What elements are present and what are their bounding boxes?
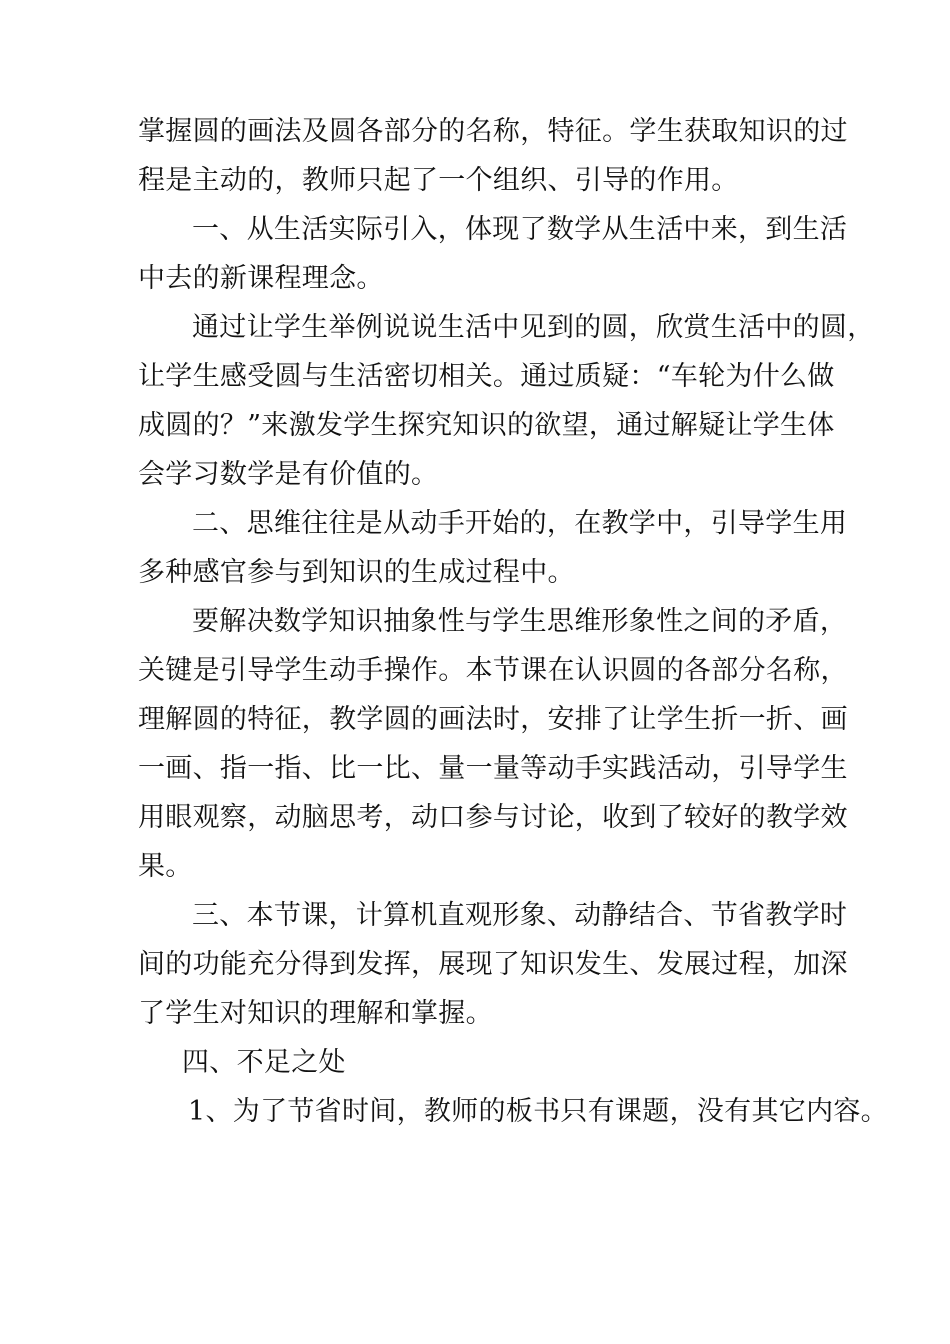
text-line: 成圆的？”来激发学生探究知识的欲望，通过解疑让学生体 (138, 410, 835, 441)
text-line: 中去的新课程理念。 (138, 263, 384, 294)
paragraph-shortcoming-one (138, 1087, 888, 1136)
text-line: 理解圆的特征，教学圆的画法时，安排了让学生折一折、画 (138, 704, 848, 735)
paragraph-point-one-heading (138, 205, 848, 303)
text-line: 用眼观察，动脑思考，动口参与讨论，收到了较好的教学效 (138, 802, 848, 833)
text-line: 1、为了节省时间，教师的板书只有课题，没有其它内容。 (188, 1096, 888, 1127)
text-line: 让学生感受圆与生活密切相关。通过质疑：“车轮为什么做 (138, 361, 835, 392)
text-line: 二、思维往往是从动手开始的，在教学中，引导学生用 (192, 508, 848, 539)
text-line: 多种感官参与到知识的生成过程中。 (138, 557, 575, 588)
text-line: 掌握圆的画法及圆各部分的名称，特征。学生获取知识的过 (138, 116, 848, 147)
paragraph-point-three (138, 891, 848, 1038)
text-line: 要解决数学知识抽象性与学生思维形象性之间的矛盾， (192, 606, 848, 637)
text-line: 三、本节课，计算机直观形象、动静结合、节省教学时 (192, 900, 848, 931)
text-line: 关键是引导学生动手操作。本节课在认识圆的各部分名称， (138, 655, 848, 686)
text-line: 一、从生活实际引入，体现了数学从生活中来，到生活 (192, 214, 848, 245)
text-line: 了学生对知识的理解和掌握。 (138, 998, 493, 1029)
text-line: 通过让学生举例说说生活中见到的圆，欣赏生活中的圆， (192, 312, 875, 343)
paragraph-point-four-heading (138, 1038, 838, 1087)
paragraph-intro-continuation (138, 107, 848, 205)
text-line: 间的功能充分得到发挥，展现了知识发生、发展过程，加深 (138, 949, 848, 980)
paragraph-point-one-body (138, 303, 875, 499)
text-line: 程是主动的，教师只起了一个组织、引导的作用。 (138, 165, 739, 196)
text-line: 果。 (138, 851, 193, 882)
paragraph-point-two-body (138, 597, 848, 891)
document-body (138, 107, 888, 1136)
text-line: 会学习数学是有价值的。 (138, 459, 439, 490)
text-line: 一画、指一指、比一比、量一量等动手实践活动，引导学生 (138, 753, 848, 784)
paragraph-point-two-heading (138, 499, 848, 597)
text-line: 四、不足之处 (182, 1047, 346, 1078)
